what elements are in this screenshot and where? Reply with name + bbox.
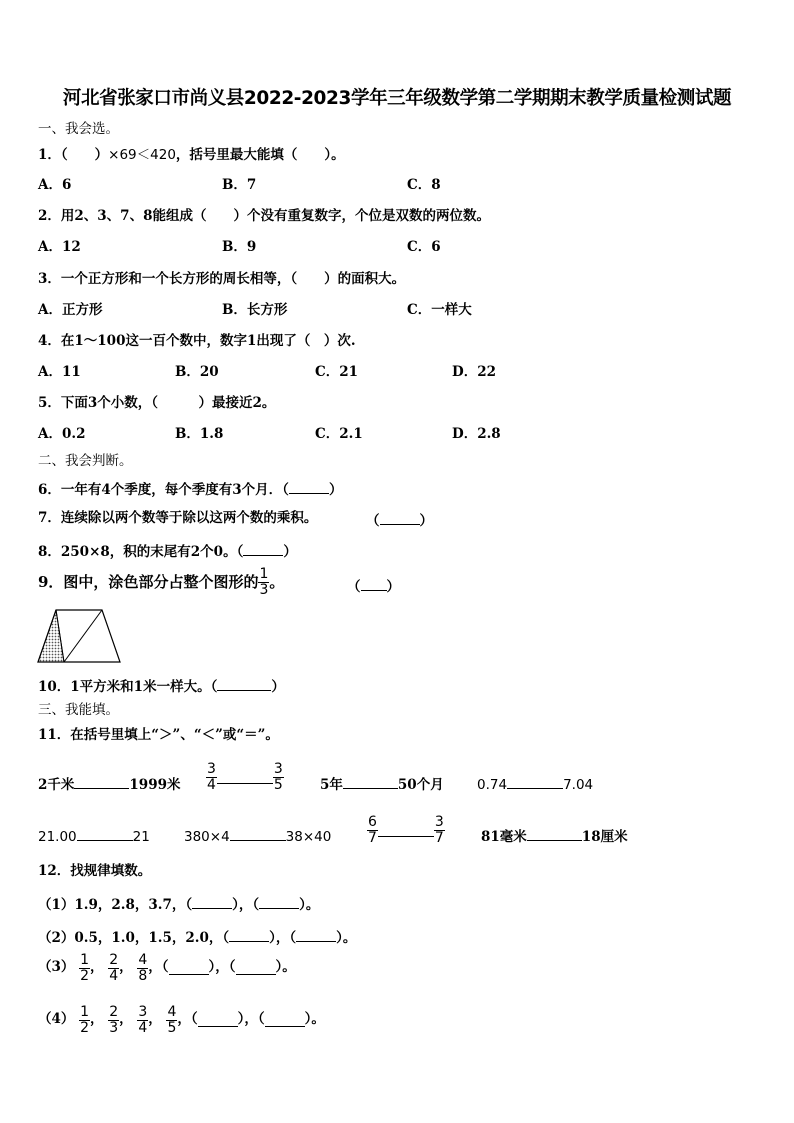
answer-blank[interactable] bbox=[230, 828, 286, 841]
trapezoid-figure bbox=[36, 608, 122, 664]
q11-row1-item4: 0.74 7.04 bbox=[477, 777, 594, 793]
answer-blank[interactable] bbox=[343, 776, 398, 789]
answer-blank[interactable] bbox=[217, 678, 271, 691]
q4-option-d: D．22 bbox=[452, 364, 496, 380]
q5-option-a: A．0.2 bbox=[38, 426, 86, 442]
question-9: 9．图中，涂色部分占整个图形的 $\frac{1}{3}$ 。 bbox=[38, 566, 285, 598]
page-title: 河北省张家口市尚义县2022-2023学年三年级数学第二学期期末教学质量检测试题 bbox=[62, 88, 732, 109]
q12-part-3: （3） $\frac{1}{2}$ ， $\frac{2}{4}$ ， $\frac{4}{8}$ ，（ ），（ ）。 bbox=[38, 952, 296, 984]
q5-option-d: D．2.8 bbox=[452, 426, 501, 442]
answer-blank[interactable] bbox=[378, 824, 434, 837]
answer-blank[interactable] bbox=[169, 962, 209, 975]
q4-option-a: A．11 bbox=[38, 364, 81, 380]
answer-blank[interactable] bbox=[507, 776, 563, 789]
q1-option-b: B．7 bbox=[222, 177, 257, 193]
answer-blank[interactable] bbox=[77, 828, 133, 841]
q12-part-4: （4） $\frac{1}{2}$ ， $\frac{2}{3}$ ， $\frac{3}{4}$ ， $\frac{4}{5}$ ，（ ），（ ）。 bbox=[38, 1004, 325, 1036]
q2-option-b: B．9 bbox=[222, 239, 257, 255]
q7-answer: （ ） bbox=[366, 513, 433, 529]
answer-blank[interactable] bbox=[380, 512, 420, 525]
question-8: 8．250×8，积的末尾有2个0。（ ） bbox=[38, 544, 297, 560]
q11-row2-item3: $\frac{6}{7}$ $\frac{3}{7}$ bbox=[368, 814, 444, 846]
q4-option-b: B．20 bbox=[175, 364, 219, 380]
q5-option-c: C．2.1 bbox=[315, 426, 363, 442]
question-5: 5．下面3个小数，（ ）最接近2。 bbox=[38, 395, 276, 411]
answer-blank[interactable] bbox=[527, 828, 582, 841]
answer-blank[interactable] bbox=[265, 1014, 305, 1027]
question-3: 3．一个正方形和一个长方形的周长相等，（ ）的面积大。 bbox=[38, 271, 406, 287]
answer-blank[interactable] bbox=[289, 481, 329, 494]
q12-part-1: （1）1.9，2.8，3.7，（ ），（ ）。 bbox=[38, 897, 320, 913]
divider-line-2 bbox=[64, 610, 102, 662]
q2-option-c: C．6 bbox=[407, 239, 441, 255]
question-4: 4．在1～100这一百个数中，数字1出现了（ ）次. bbox=[38, 333, 356, 349]
question-7: 7．连续除以两个数等于除以这两个数的乘积。 bbox=[38, 510, 318, 526]
question-2: 2．用2、3、7、8能组成（ ）个没有重复数字，个位是双数的两位数。 bbox=[38, 208, 490, 224]
answer-blank[interactable] bbox=[198, 1014, 238, 1027]
q11-row2-item2: 380×4 38×40 bbox=[184, 829, 332, 845]
answer-blank[interactable] bbox=[229, 929, 269, 942]
q3-option-b: B．长方形 bbox=[222, 302, 288, 318]
q11-row1-item2: $\frac{3}{4}$ $\frac{3}{5}$ bbox=[207, 761, 283, 793]
q12-part-2: （2）0.5，1.0，1.5，2.0，（ ），（ ）。 bbox=[38, 930, 357, 946]
q4-option-c: C．21 bbox=[315, 364, 359, 380]
q3-option-a: A．正方形 bbox=[38, 302, 103, 318]
section-3-heading: 三、我能填。 bbox=[38, 702, 119, 718]
q11-row1-item3: 5年 50个月 bbox=[320, 777, 444, 793]
fraction: $\frac{1}{3}$ bbox=[259, 566, 269, 598]
q1-option-c: C．8 bbox=[407, 177, 441, 193]
answer-blank[interactable] bbox=[217, 771, 273, 784]
q11-row1-item1: 2千米 1999米 bbox=[38, 777, 181, 793]
answer-blank[interactable] bbox=[236, 962, 276, 975]
section-1-heading: 一、我会选。 bbox=[38, 121, 119, 137]
q11-row2-item1: 21.00 21 bbox=[38, 829, 150, 845]
question-11: 11．在括号里填上“＞”、“＜”或“＝”。 bbox=[38, 727, 279, 743]
answer-blank[interactable] bbox=[192, 896, 232, 909]
q5-option-b: B．1.8 bbox=[175, 426, 224, 442]
q1-option-a: A．6 bbox=[38, 177, 72, 193]
answer-blank[interactable] bbox=[74, 776, 129, 789]
q9-answer: （ ） bbox=[347, 579, 400, 595]
answer-blank[interactable] bbox=[361, 578, 387, 591]
section-2-heading: 二、我会判断。 bbox=[38, 453, 133, 469]
answer-blank[interactable] bbox=[243, 543, 283, 556]
question-6: 6．一年有4个季度，每个季度有3个月．（ ） bbox=[38, 482, 343, 498]
q3-option-c: C．一样大 bbox=[407, 302, 472, 318]
q2-option-a: A．12 bbox=[38, 239, 81, 255]
question-10: 10．1平方米和1米一样大。（ ） bbox=[38, 679, 285, 695]
answer-blank[interactable] bbox=[259, 896, 299, 909]
question-12: 12．找规律填数。 bbox=[38, 863, 152, 879]
question-1: 1．（ ）×69＜420，括号里最大能填（ ）。 bbox=[38, 147, 345, 163]
q11-row2-item4: 81毫米 18厘米 bbox=[481, 829, 628, 845]
answer-blank[interactable] bbox=[296, 929, 336, 942]
